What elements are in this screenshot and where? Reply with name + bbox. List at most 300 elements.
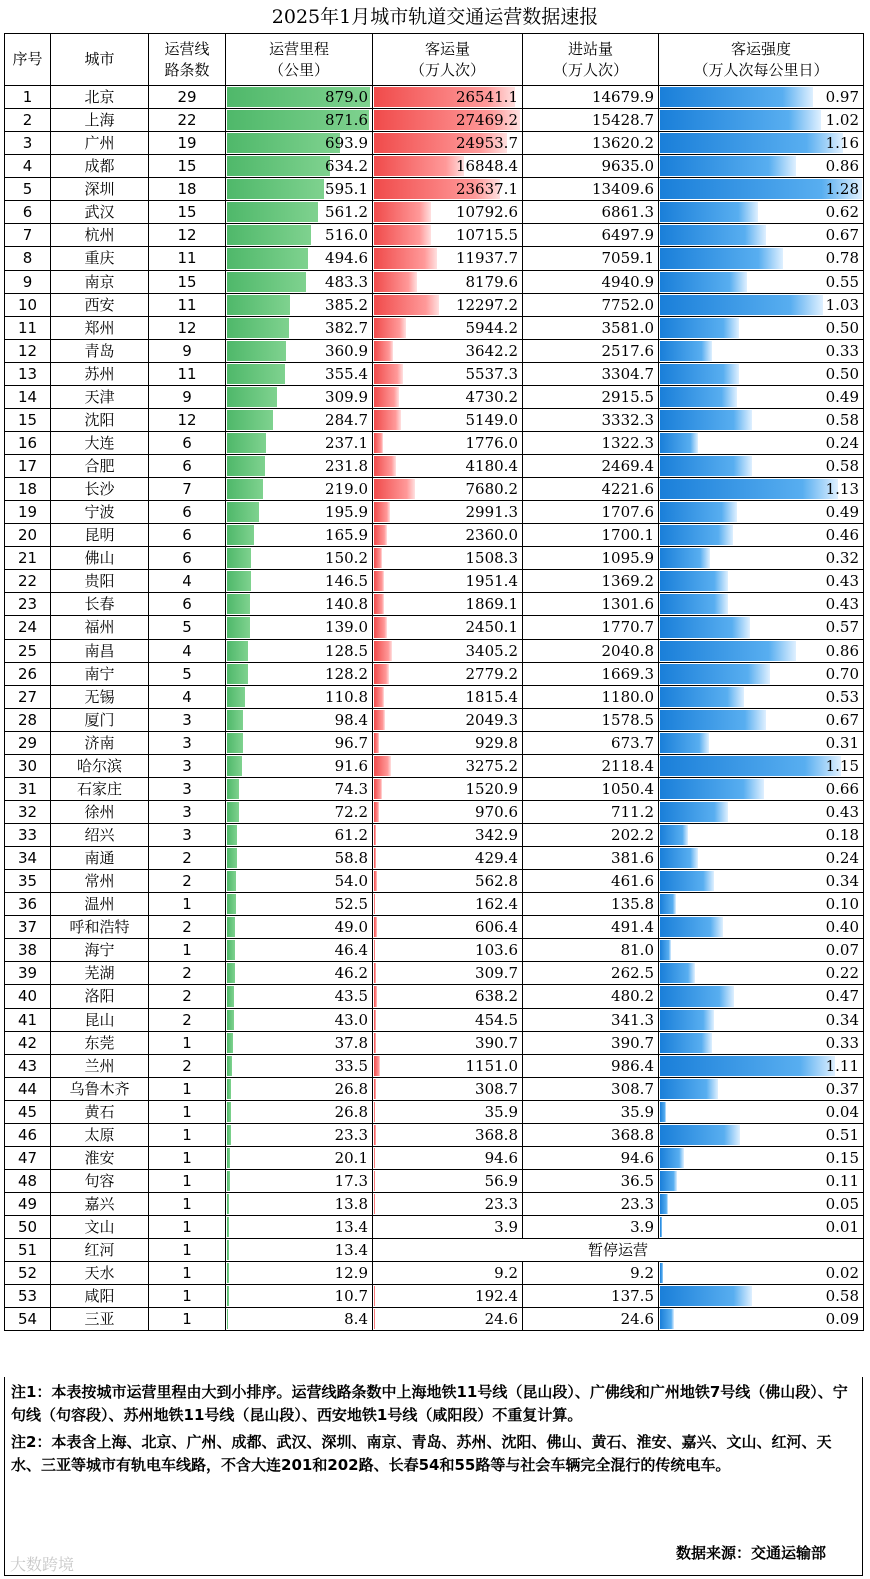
row-lines: 1 <box>149 1146 226 1169</box>
row-lines: 4 <box>149 685 226 708</box>
row-intensity-bar <box>660 295 823 315</box>
row-intensity <box>659 939 864 962</box>
row-mileage-value: 23.3 <box>334 1125 368 1144</box>
row-mileage <box>226 385 373 408</box>
table-row <box>5 109 864 132</box>
table-row <box>5 685 864 708</box>
row-mileage-value: 96.7 <box>334 733 368 752</box>
row-entries: 341.3 <box>523 1008 659 1031</box>
row-city: 合肥 <box>51 455 149 478</box>
row-city: 芜湖 <box>51 962 149 985</box>
row-intensity-value: 0.33 <box>825 341 859 360</box>
row-mileage-bar <box>227 617 250 637</box>
row-passengers-value: 638.2 <box>475 987 518 1006</box>
row-passengers <box>373 962 523 985</box>
row-intensity <box>659 1193 864 1216</box>
row-intensity-bar <box>660 156 796 176</box>
row-lines: 1 <box>149 1308 226 1331</box>
row-mileage-value: 72.2 <box>334 802 368 821</box>
row-mileage-bar <box>227 456 265 476</box>
row-lines: 4 <box>149 639 226 662</box>
row-lines: 1 <box>149 939 226 962</box>
row-intensity <box>659 570 864 593</box>
table-row <box>5 800 864 823</box>
row-entries: 9635.0 <box>523 155 659 178</box>
row-index: 1 <box>5 86 51 109</box>
table-row <box>5 593 864 616</box>
row-city: 昆明 <box>51 524 149 547</box>
row-mileage-bar <box>227 825 237 845</box>
row-intensity-bar <box>660 248 783 268</box>
row-entries: 7752.0 <box>523 293 659 316</box>
row-passengers <box>373 1031 523 1054</box>
row-intensity <box>659 293 864 316</box>
row-intensity-bar <box>660 410 752 430</box>
row-entries: 3.9 <box>523 1216 659 1239</box>
row-passengers-value: 10715.5 <box>455 226 518 245</box>
row-passengers-bar <box>374 871 377 891</box>
row-mileage-bar <box>227 364 285 384</box>
row-passengers <box>373 385 523 408</box>
row-intensity <box>659 985 864 1008</box>
page-title: 2025年1月城市轨道交通运营数据速报 <box>271 6 599 28</box>
row-passengers-bar <box>374 710 385 730</box>
row-passengers-bar <box>374 1056 380 1076</box>
row-passengers-value: 24.6 <box>484 1310 518 1329</box>
row-intensity-value: 0.86 <box>825 641 859 660</box>
row-passengers-bar <box>374 986 377 1006</box>
row-intensity-bar <box>660 594 728 614</box>
row-intensity-bar <box>660 1102 666 1122</box>
row-index: 5 <box>5 178 51 201</box>
row-city: 厦门 <box>51 708 149 731</box>
table-row <box>5 362 864 385</box>
row-mileage <box>226 547 373 570</box>
row-passengers-bar <box>374 571 384 591</box>
row-mileage-value: 595.1 <box>325 180 368 199</box>
row-mileage-bar <box>227 641 248 661</box>
row-city: 上海 <box>51 109 149 132</box>
row-passengers-value: 23.3 <box>484 1195 518 1214</box>
row-mileage-bar <box>227 779 239 799</box>
row-passengers <box>373 270 523 293</box>
row-intensity-bar <box>660 110 821 130</box>
row-intensity <box>659 1216 864 1239</box>
row-passengers <box>373 800 523 823</box>
row-entries: 2469.4 <box>523 455 659 478</box>
row-mileage-bar <box>227 318 289 338</box>
row-city: 重庆 <box>51 247 149 270</box>
table-row <box>5 1169 864 1192</box>
row-city: 无锡 <box>51 685 149 708</box>
row-passengers <box>373 86 523 109</box>
row-index: 38 <box>5 939 51 962</box>
row-index: 42 <box>5 1031 51 1054</box>
row-city: 北京 <box>51 86 149 109</box>
row-passengers <box>373 1193 523 1216</box>
row-mileage <box>226 893 373 916</box>
row-index: 8 <box>5 247 51 270</box>
row-intensity <box>659 1285 864 1308</box>
row-intensity <box>659 1100 864 1123</box>
row-mileage <box>226 224 373 247</box>
row-passengers-value: 5537.3 <box>465 364 518 383</box>
row-passengers-bar <box>374 433 383 453</box>
row-lines: 1 <box>149 1216 226 1239</box>
row-mileage-bar <box>227 963 235 983</box>
row-lines: 15 <box>149 155 226 178</box>
row-intensity <box>659 270 864 293</box>
row-mileage-bar <box>227 133 340 153</box>
row-mileage-bar <box>227 1171 230 1191</box>
row-passengers <box>373 939 523 962</box>
row-lines: 2 <box>149 985 226 1008</box>
row-entries: 262.5 <box>523 962 659 985</box>
row-passengers <box>373 455 523 478</box>
header-city: 城市 <box>51 34 149 86</box>
row-passengers-value: 103.6 <box>475 941 518 960</box>
row-intensity-bar <box>660 456 752 476</box>
row-intensity-value: 0.58 <box>825 1287 859 1306</box>
row-passengers-value: 606.4 <box>475 918 518 937</box>
row-passengers-value: 3275.2 <box>465 756 518 775</box>
row-intensity <box>659 224 864 247</box>
row-mileage-bar <box>227 1194 229 1214</box>
row-passengers-value: 1151.0 <box>465 1056 518 1075</box>
row-intensity-value: 0.78 <box>825 249 859 268</box>
row-passengers <box>373 547 523 570</box>
row-mileage-bar <box>227 1125 231 1145</box>
row-mileage-value: 49.0 <box>334 918 368 937</box>
row-city: 嘉兴 <box>51 1193 149 1216</box>
row-index: 24 <box>5 616 51 639</box>
row-mileage-value: 13.4 <box>334 1241 368 1260</box>
row-lines: 2 <box>149 870 226 893</box>
row-mileage <box>226 247 373 270</box>
row-mileage-value: 237.1 <box>325 433 368 452</box>
row-mileage-value: 26.8 <box>334 1102 368 1121</box>
row-index: 16 <box>5 431 51 454</box>
row-mileage-bar <box>227 1263 229 1283</box>
row-lines: 1 <box>149 1123 226 1146</box>
table-body <box>5 86 864 1331</box>
row-intensity <box>659 547 864 570</box>
row-passengers <box>373 247 523 270</box>
row-lines: 3 <box>149 777 226 800</box>
row-city: 深圳 <box>51 178 149 201</box>
row-lines: 15 <box>149 270 226 293</box>
row-intensity <box>659 754 864 777</box>
row-city: 句容 <box>51 1169 149 1192</box>
row-city: 淮安 <box>51 1146 149 1169</box>
row-intensity <box>659 685 864 708</box>
table-row <box>5 155 864 178</box>
row-mileage <box>226 1285 373 1308</box>
row-passengers <box>373 777 523 800</box>
row-intensity <box>659 1008 864 1031</box>
row-passengers-bar <box>374 525 387 545</box>
row-lines: 1 <box>149 1193 226 1216</box>
row-intensity-bar <box>660 1148 684 1168</box>
row-intensity-value: 0.11 <box>825 1171 859 1190</box>
row-intensity-bar <box>660 502 737 522</box>
row-intensity-value: 0.34 <box>825 1010 859 1029</box>
row-city: 沈阳 <box>51 408 149 431</box>
row-passengers-value: 4730.2 <box>465 387 518 406</box>
row-passengers-value: 3642.2 <box>465 341 518 360</box>
row-city: 南京 <box>51 270 149 293</box>
row-mileage <box>226 870 373 893</box>
row-entries: 135.8 <box>523 893 659 916</box>
row-intensity-value: 1.11 <box>825 1056 859 1075</box>
row-passengers <box>373 178 523 201</box>
row-passengers <box>373 916 523 939</box>
row-mileage <box>226 270 373 293</box>
row-city: 乌鲁木齐 <box>51 1077 149 1100</box>
row-entries: 1301.6 <box>523 593 659 616</box>
table-row <box>5 501 864 524</box>
row-intensity-value: 1.02 <box>825 111 859 130</box>
row-intensity-bar <box>660 387 737 407</box>
row-passengers <box>373 155 523 178</box>
row-lines: 6 <box>149 501 226 524</box>
row-lines: 11 <box>149 293 226 316</box>
row-mileage-value: 385.2 <box>325 295 368 314</box>
row-intensity <box>659 455 864 478</box>
row-mileage-bar <box>227 1010 234 1030</box>
row-mileage <box>226 408 373 431</box>
row-mileage-bar <box>227 272 306 292</box>
row-lines: 15 <box>149 201 226 224</box>
row-mileage <box>226 593 373 616</box>
row-entries: 15428.7 <box>523 109 659 132</box>
row-city: 天津 <box>51 385 149 408</box>
row-mileage-bar <box>227 248 308 268</box>
row-intensity-bar <box>660 1217 662 1237</box>
row-mileage <box>226 800 373 823</box>
row-lines: 4 <box>149 570 226 593</box>
row-city: 广州 <box>51 132 149 155</box>
table-row <box>5 224 864 247</box>
row-passengers <box>373 731 523 754</box>
row-mileage-bar <box>227 479 263 499</box>
row-intensity-value: 0.50 <box>825 318 859 337</box>
row-intensity-value: 0.70 <box>825 664 859 683</box>
row-intensity <box>659 201 864 224</box>
row-lines: 7 <box>149 478 226 501</box>
table-row <box>5 1077 864 1100</box>
row-mileage-bar <box>227 848 237 868</box>
row-mileage <box>226 1193 373 1216</box>
row-mileage-bar <box>227 410 273 430</box>
row-intensity-bar <box>660 1010 714 1030</box>
row-intensity <box>659 109 864 132</box>
table-row <box>5 247 864 270</box>
row-intensity-value: 0.53 <box>825 687 859 706</box>
row-intensity-value: 0.97 <box>825 88 859 107</box>
row-passengers-value: 2049.3 <box>465 710 518 729</box>
row-index: 34 <box>5 847 51 870</box>
row-passengers-value: 970.6 <box>475 802 518 821</box>
row-lines: 3 <box>149 708 226 731</box>
row-mileage-value: 128.5 <box>325 641 368 660</box>
row-passengers-bar <box>374 156 464 176</box>
row-index: 12 <box>5 339 51 362</box>
row-passengers <box>373 408 523 431</box>
table-row <box>5 1100 864 1123</box>
row-intensity-bar <box>660 202 758 222</box>
row-passengers-bar <box>374 456 396 476</box>
row-lines: 1 <box>149 1285 226 1308</box>
row-city: 石家庄 <box>51 777 149 800</box>
row-mileage-value: 74.3 <box>334 779 368 798</box>
row-passengers <box>373 662 523 685</box>
header-intensity: 客运强度 （万人次每公里日） <box>659 34 864 86</box>
row-intensity <box>659 1262 864 1285</box>
row-lines: 11 <box>149 247 226 270</box>
row-index: 4 <box>5 155 51 178</box>
row-mileage-bar <box>227 225 311 245</box>
row-index: 26 <box>5 662 51 685</box>
row-city: 绍兴 <box>51 824 149 847</box>
row-intensity-value: 0.86 <box>825 157 859 176</box>
row-passengers <box>373 339 523 362</box>
row-mileage-value: 58.8 <box>334 849 368 868</box>
row-mileage-value: 360.9 <box>325 341 368 360</box>
row-intensity-value: 0.58 <box>825 410 859 429</box>
row-mileage-value: 483.3 <box>325 272 368 291</box>
row-mileage <box>226 1100 373 1123</box>
table-row <box>5 1123 864 1146</box>
row-passengers-bar <box>374 318 406 338</box>
table-row <box>5 1031 864 1054</box>
row-lines: 1 <box>149 1100 226 1123</box>
row-intensity <box>659 1031 864 1054</box>
row-passengers-bar <box>374 202 431 222</box>
row-intensity-bar <box>660 525 733 545</box>
row-city: 黄石 <box>51 1100 149 1123</box>
table-row <box>5 847 864 870</box>
row-mileage-bar <box>227 1286 229 1306</box>
row-entries: 1578.5 <box>523 708 659 731</box>
row-mileage-bar <box>227 940 235 960</box>
row-passengers-value: 1869.1 <box>465 595 518 614</box>
table-row <box>5 385 864 408</box>
row-passengers-bar <box>374 410 401 430</box>
row-lines: 2 <box>149 1008 226 1031</box>
row-intensity-value: 0.32 <box>825 549 859 568</box>
row-passengers-bar <box>374 664 389 684</box>
row-passengers-value: 390.7 <box>475 1033 518 1052</box>
row-entries: 6861.3 <box>523 201 659 224</box>
row-entries: 2517.6 <box>523 339 659 362</box>
row-mileage <box>226 685 373 708</box>
table-row <box>5 178 864 201</box>
row-passengers <box>373 639 523 662</box>
row-intensity <box>659 524 864 547</box>
row-mileage <box>226 1239 373 1262</box>
row-passengers <box>373 985 523 1008</box>
row-mileage <box>226 501 373 524</box>
row-passengers-value: 94.6 <box>484 1148 518 1167</box>
row-intensity <box>659 1077 864 1100</box>
row-passengers-value: 454.5 <box>475 1010 518 1029</box>
row-intensity-bar <box>660 87 813 107</box>
row-passengers-value: 12297.2 <box>455 295 518 314</box>
row-passengers-value: 1815.4 <box>465 687 518 706</box>
row-city: 红河 <box>51 1239 149 1262</box>
row-lines: 2 <box>149 847 226 870</box>
row-intensity <box>659 132 864 155</box>
row-mileage-bar <box>227 710 243 730</box>
row-mileage-bar <box>227 502 259 522</box>
row-city: 文山 <box>51 1216 149 1239</box>
row-passengers-value: 27469.2 <box>455 111 518 130</box>
row-entries: 711.2 <box>523 800 659 823</box>
row-mileage-value: 146.5 <box>325 572 368 591</box>
row-city: 济南 <box>51 731 149 754</box>
row-city: 海宁 <box>51 939 149 962</box>
row-passengers <box>373 1308 523 1331</box>
row-intensity-bar <box>660 225 766 245</box>
row-mileage-value: 150.2 <box>325 549 368 568</box>
row-passengers <box>373 1169 523 1192</box>
table-row <box>5 708 864 731</box>
row-passengers-value: 16848.4 <box>455 157 518 176</box>
row-lines: 3 <box>149 754 226 777</box>
row-intensity <box>659 593 864 616</box>
row-passengers <box>373 132 523 155</box>
row-lines: 6 <box>149 524 226 547</box>
table-row <box>5 201 864 224</box>
table-row <box>5 639 864 662</box>
note-2: 注2：本表含上海、北京、广州、成都、武汉、深圳、南京、青岛、苏州、沈阳、佛山、黄石、淮安、嘉兴、文山、红河、天水、三亚等城市有轨电车线路，不含大连201和202路、长春54和55路等与社会车辆完全混行的传统电车。 <box>11 1433 832 1474</box>
row-entries: 3581.0 <box>523 316 659 339</box>
table-row <box>5 132 864 155</box>
row-index: 31 <box>5 777 51 800</box>
row-mileage-bar <box>227 871 236 891</box>
row-intensity-bar <box>660 825 688 845</box>
row-intensity-value: 0.04 <box>825 1102 859 1121</box>
row-intensity <box>659 662 864 685</box>
row-city: 青岛 <box>51 339 149 362</box>
row-mileage-bar <box>227 1240 229 1260</box>
row-passengers-value: 562.8 <box>475 872 518 891</box>
table-row <box>5 824 864 847</box>
row-city: 温州 <box>51 893 149 916</box>
row-lines: 9 <box>149 339 226 362</box>
row-index: 17 <box>5 455 51 478</box>
row-passengers-bar <box>374 364 403 384</box>
row-passengers-value: 10792.6 <box>455 203 518 222</box>
row-intensity-value: 0.02 <box>825 1264 859 1283</box>
row-intensity <box>659 824 864 847</box>
row-index: 20 <box>5 524 51 547</box>
row-entries: 1369.2 <box>523 570 659 593</box>
row-intensity-value: 0.31 <box>825 733 859 752</box>
row-mileage-value: 98.4 <box>334 710 368 729</box>
row-intensity <box>659 86 864 109</box>
row-index: 52 <box>5 1262 51 1285</box>
row-passengers <box>373 1216 523 1239</box>
row-index: 48 <box>5 1169 51 1192</box>
row-intensity-bar <box>660 1194 668 1214</box>
row-intensity <box>659 339 864 362</box>
row-lines: 12 <box>149 408 226 431</box>
row-intensity-value: 0.05 <box>825 1195 859 1214</box>
row-intensity-bar <box>660 986 734 1006</box>
row-mileage <box>226 639 373 662</box>
